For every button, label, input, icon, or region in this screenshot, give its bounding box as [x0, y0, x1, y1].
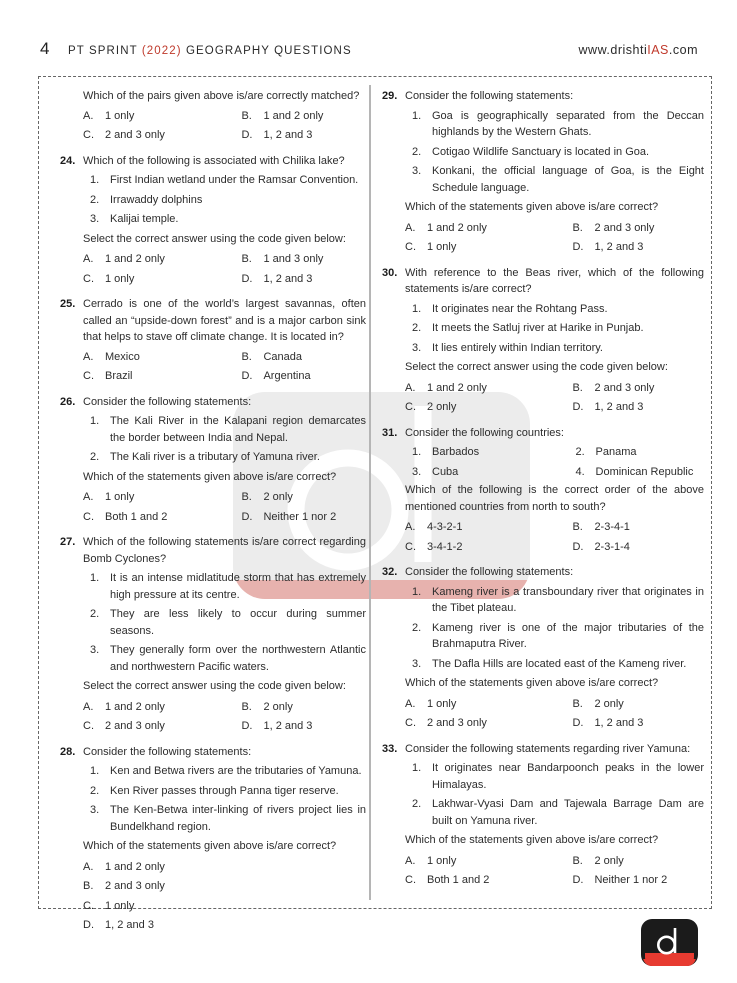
option-item [241, 127, 366, 144]
option-text: 2 only [594, 697, 624, 710]
option-text: 2 and 3 only [105, 129, 165, 141]
option-text: Canada [263, 350, 303, 363]
option-list [405, 220, 704, 256]
statement-item [412, 444, 576, 461]
option-list [83, 699, 366, 735]
statement-number: 1. [412, 762, 422, 774]
option-text: 2 and 3 only [427, 717, 487, 729]
option-item [572, 399, 704, 416]
statement-text: Kameng river is one of the major tributaries of the Brahmaputra River. [432, 621, 704, 650]
option-letter: C. [83, 899, 94, 912]
option-letter: A. [405, 521, 416, 533]
statement-list [405, 444, 704, 480]
question-body [83, 296, 366, 385]
question-body [83, 153, 366, 288]
question-leadout: Which of the statements given above is/are correct? [83, 840, 337, 852]
option-text: 2-3-4-1 [594, 521, 630, 533]
statement-text: It lies entirely within Indian territory. [432, 341, 603, 354]
statement-number: 1. [90, 415, 100, 427]
option-letter: C. [83, 370, 94, 382]
option-item [241, 108, 366, 125]
statement-item [576, 464, 704, 481]
option-text: 1 only [105, 109, 135, 122]
question-stem: Consider the following countries: [405, 426, 564, 439]
statement-text: Cuba [432, 465, 459, 478]
question-body [83, 88, 366, 144]
question-leadout: Which of the statements given above is/are correct? [405, 677, 659, 689]
statement-text: Irrawaddy dolphins [110, 193, 203, 206]
column-divider [369, 85, 371, 900]
option-letter: B. [241, 253, 252, 265]
statement-item [405, 656, 704, 673]
statement-number: 1. [412, 109, 422, 122]
option-letter: C. [405, 401, 416, 413]
drishti-logo-icon [641, 919, 698, 966]
option-letter: B. [572, 521, 583, 533]
statement-list [405, 760, 704, 829]
page-header [0, 0, 737, 70]
option-item [83, 509, 241, 526]
statement-item [576, 444, 704, 461]
statement-text: The Dafla Hills are located east of the Kameng river. [432, 657, 687, 670]
question-stem: Which of the pairs given above is/are correctly matched? [83, 90, 360, 102]
question-block [60, 153, 366, 288]
question-leadout: Which of the statements given above is/are correct? [405, 201, 659, 213]
statement-text: Konkani, the official language of Goa, is the Eight Schedule language. [432, 165, 704, 194]
statement-item [83, 606, 366, 639]
url-prefix: www.drishti [578, 43, 648, 57]
statement-text: Barbados [432, 446, 480, 458]
option-text: 3-4-1-2 [427, 540, 463, 553]
option-text: 1 only [427, 697, 457, 710]
question-stem: Which of the following statements is/are correct regarding Bomb Cyclones? [83, 536, 366, 565]
statement-item [405, 620, 704, 653]
option-letter: A. [405, 221, 416, 234]
option-letter: A. [83, 109, 94, 122]
question-number: 28. [60, 745, 76, 758]
statement-item [405, 108, 704, 141]
option-letter: A. [83, 700, 94, 713]
statement-text: They generally form over the northwestern Atlantic and northwestern Pacific waters. [110, 644, 366, 673]
option-letter: D. [241, 510, 253, 523]
statement-item [83, 449, 366, 466]
option-text: 4-3-2-1 [427, 521, 463, 533]
option-item [572, 853, 704, 870]
option-item [241, 271, 366, 288]
statement-item [405, 760, 704, 793]
statement-text: Lakhwar-Vyasi Dam and Tajewala Barrage Dam are built on Yamuna river. [432, 798, 704, 827]
statement-number: 1. [90, 572, 100, 584]
option-letter: B. [572, 381, 583, 394]
option-item [241, 509, 366, 526]
option-text: Mexico [105, 350, 140, 363]
option-item [83, 878, 366, 895]
statement-text: The Ken-Betwa inter-linking of rivers project lies in Bundelkhand region. [110, 804, 366, 833]
statement-text: They are less likely to occur during summer seasons. [110, 608, 366, 637]
statement-number: 3. [90, 213, 100, 225]
statement-item [83, 802, 366, 835]
option-item [405, 539, 572, 556]
statement-list [405, 584, 704, 673]
statement-number: 2. [575, 446, 585, 458]
document-title [68, 45, 352, 57]
question-number: 27. [60, 536, 76, 548]
statement-number: 3. [412, 341, 422, 354]
option-letter: A. [405, 697, 416, 710]
option-letter: D. [572, 401, 584, 413]
statement-text: First Indian wetland under the Ramsar Convention. [110, 174, 359, 186]
statement-number: 2. [90, 784, 100, 797]
statement-number: 1. [412, 585, 422, 598]
right-column [382, 88, 704, 898]
question-body [83, 744, 366, 937]
option-text: 1 and 2 only [105, 253, 165, 265]
option-item [572, 696, 704, 713]
option-item [405, 399, 572, 416]
option-item [83, 859, 366, 876]
option-text: Argentina [263, 370, 311, 382]
question-stem: Consider the following statements: [83, 395, 252, 408]
statement-list [83, 172, 366, 228]
option-text: 1, 2 and 3 [263, 720, 313, 732]
option-letter: C. [405, 540, 416, 553]
statement-item [83, 783, 366, 800]
statement-number: 1. [90, 765, 100, 777]
statement-text: Kalijai temple. [110, 213, 179, 225]
option-item [241, 699, 366, 716]
option-letter: C. [405, 874, 416, 886]
question-body [405, 425, 704, 556]
statement-text: It originates near the Rohtang Pass. [432, 302, 608, 315]
question-leadout: Which of the following is the correct order of the above mentioned countries from north to south? [405, 484, 704, 513]
option-letter: C. [83, 129, 94, 141]
option-letter: D. [83, 919, 94, 931]
statement-list [405, 108, 704, 197]
option-text: 2 only [594, 854, 624, 867]
option-item [83, 271, 241, 288]
question-block [382, 425, 704, 556]
question-block [60, 88, 366, 144]
statement-number: 2. [90, 451, 100, 463]
option-letter: D. [572, 717, 584, 729]
option-item [405, 239, 572, 256]
option-letter: B. [241, 109, 252, 122]
option-text: 1, 2 and 3 [105, 919, 154, 931]
statement-item [83, 413, 366, 446]
option-text: 1 only [105, 272, 135, 285]
option-letter: D. [241, 720, 253, 732]
option-item [572, 220, 704, 237]
statement-number: 2. [412, 798, 422, 810]
option-item [83, 349, 241, 366]
statement-text: Panama [595, 446, 637, 458]
option-text: 1, 2 and 3 [594, 241, 644, 253]
option-text: 1 only [105, 899, 135, 912]
option-list [83, 251, 366, 287]
option-text: 2 and 3 only [594, 221, 655, 234]
option-list [405, 380, 704, 416]
question-block [382, 88, 704, 256]
option-letter: A. [83, 491, 94, 503]
option-letter: C. [83, 510, 94, 523]
question-number: 33. [382, 742, 398, 755]
option-letter: A. [83, 860, 94, 873]
option-text: Both 1 and 2 [427, 874, 490, 886]
question-block [60, 394, 366, 526]
option-letter: D. [241, 129, 253, 141]
statement-number: 3. [90, 644, 100, 656]
option-text: 1 and 3 only [263, 253, 324, 265]
statement-item [405, 163, 704, 196]
question-leadout: Select the correct answer using the code given below: [83, 232, 346, 245]
option-letter: B. [241, 491, 252, 503]
question-stem: With reference to the Beas river, which of the following statements is/are correct? [405, 266, 704, 295]
option-text: 1 and 2 only [105, 860, 165, 873]
option-text: 1, 2 and 3 [263, 129, 313, 141]
option-text: Neither 1 nor 2 [594, 874, 668, 886]
option-item [241, 251, 366, 268]
statement-number: 1. [412, 302, 422, 315]
question-stem: Which of the following is associated with Chilika lake? [83, 154, 345, 167]
url-suffix: .com [668, 43, 698, 57]
page-number: 4 [40, 39, 50, 58]
question-leadout: Which of the statements given above is/are correct? [405, 834, 659, 846]
statement-text: Dominican Republic [595, 465, 694, 478]
option-text: 2 only [263, 700, 293, 713]
statement-text: It originates near Bandarpoonch peaks in the lower Himalayas. [432, 762, 704, 791]
option-letter: D. [572, 540, 584, 553]
option-item [405, 519, 572, 536]
option-item [83, 368, 241, 385]
option-letter: D. [572, 241, 584, 253]
question-body [405, 88, 704, 256]
question-body [405, 564, 704, 732]
option-list [405, 696, 704, 732]
question-number: 32. [382, 566, 398, 578]
option-item [241, 718, 366, 735]
statement-number: 1. [90, 174, 100, 186]
question-block [382, 265, 704, 416]
statement-list [83, 413, 366, 466]
option-item [405, 220, 572, 237]
option-item [572, 380, 704, 397]
statement-text: Ken River passes through Panna tiger reserve. [110, 784, 339, 797]
question-body [405, 265, 704, 416]
option-text: Neither 1 nor 2 [263, 510, 337, 523]
option-text: 2 and 3 only [105, 720, 165, 732]
title-year: (2022) [141, 45, 182, 57]
option-item [405, 696, 572, 713]
statement-item [405, 796, 704, 829]
statement-item [412, 464, 576, 481]
question-block [382, 564, 704, 732]
option-item [83, 127, 241, 144]
question-stem: Cerrado is one of the world’s largest savannas, often called an “upside-down forest” and is a major carbon sink that helps to stave off climate change. It is located in? [83, 298, 366, 343]
left-column [60, 88, 366, 946]
option-item [572, 239, 704, 256]
option-text: 1, 2 and 3 [594, 717, 644, 729]
option-list [83, 349, 366, 385]
website-url [579, 43, 698, 57]
question-block [60, 534, 366, 735]
statement-text: It meets the Satluj river at Harike in Punjab. [432, 322, 644, 334]
statement-item [83, 570, 366, 603]
question-number: 30. [382, 266, 398, 279]
question-body [405, 741, 704, 889]
option-letter: C. [405, 717, 416, 729]
statement-list [83, 763, 366, 835]
statement-number: 2. [412, 145, 422, 158]
statement-item [405, 320, 704, 337]
question-stem: Consider the following statements: [405, 566, 574, 578]
option-item [572, 872, 704, 889]
statement-number: 2. [90, 608, 100, 620]
title-suffix: GEOGRAPHY QUESTIONS [181, 45, 352, 57]
option-letter: A. [405, 854, 416, 867]
question-number: 31. [382, 426, 398, 439]
option-text: 1 and 2 only [263, 109, 324, 122]
statement-number: 3. [412, 657, 422, 670]
statement-text: The Kali river is a tributary of Yamuna river. [110, 451, 320, 463]
option-item [405, 380, 572, 397]
option-letter: C. [405, 241, 416, 253]
statement-item [405, 584, 704, 617]
option-text: Brazil [105, 370, 133, 382]
option-item [83, 699, 241, 716]
option-letter: B. [241, 350, 252, 363]
option-letter: B. [572, 854, 583, 867]
option-list [405, 853, 704, 889]
question-number: 26. [60, 395, 76, 408]
option-letter: B. [572, 697, 583, 710]
question-number [60, 88, 83, 144]
question-leadout: Select the correct answer using the code given below: [405, 361, 668, 373]
option-text: Both 1 and 2 [105, 510, 168, 523]
option-item [572, 715, 704, 732]
question-leadout: Select the correct answer using the code given below: [83, 680, 346, 692]
question-leadout: Which of the statements given above is/are correct? [83, 470, 337, 483]
statement-number: 3. [412, 465, 422, 478]
question-block [382, 741, 704, 889]
option-item [405, 872, 572, 889]
statement-item [83, 192, 366, 209]
option-text: 1 only [105, 491, 135, 503]
option-item [405, 715, 572, 732]
question-body [83, 394, 366, 526]
option-letter: C. [83, 272, 94, 285]
question-body [83, 534, 366, 735]
option-item [241, 489, 366, 506]
option-list [405, 519, 704, 555]
option-letter: B. [241, 700, 252, 713]
statement-number: 2. [412, 322, 422, 334]
statement-number: 3. [412, 165, 422, 177]
statement-item [83, 763, 366, 780]
statement-text: Cotigao Wildlife Sanctuary is located in Goa. [432, 145, 650, 158]
option-letter: A. [83, 350, 94, 363]
option-item [83, 917, 366, 934]
option-letter: D. [572, 874, 584, 886]
option-letter: A. [405, 381, 416, 394]
question-stem: Consider the following statements: [405, 90, 574, 102]
statement-item [83, 211, 366, 228]
option-text: 2 only [427, 401, 457, 413]
option-item [83, 718, 241, 735]
option-letter: D. [241, 370, 253, 382]
question-block [60, 296, 366, 385]
statement-text: Ken and Betwa rivers are the tributaries of Yamuna. [110, 765, 362, 777]
statement-item [405, 301, 704, 318]
option-item [572, 519, 704, 536]
statement-number: 1. [412, 446, 422, 458]
statement-number: 2. [412, 621, 422, 634]
question-stem: Consider the following statements: [83, 745, 252, 758]
question-number: 25. [60, 298, 76, 310]
statement-text: The Kali River in the Kalapani region demarcates the border between India and Nepal. [110, 415, 366, 444]
statement-list [83, 570, 366, 675]
statement-item [83, 642, 366, 675]
option-letter: B. [83, 880, 94, 892]
option-text: 1, 2 and 3 [594, 401, 644, 413]
title-prefix: PT SPRINT [68, 45, 142, 57]
question-number: 29. [382, 90, 398, 102]
statement-list [405, 301, 704, 357]
questions-frame [38, 76, 712, 931]
option-text: 1 and 2 only [427, 221, 487, 234]
question-number: 24. [60, 154, 76, 167]
option-item [83, 108, 241, 125]
statement-item [405, 144, 704, 161]
statement-text: Goa is geographically separated from the Deccan highlands by the Western Ghats. [432, 109, 704, 138]
option-item [241, 368, 366, 385]
url-accent: IAS [647, 43, 669, 57]
question-block [60, 744, 366, 937]
option-item [572, 539, 704, 556]
option-text: 1 and 2 only [105, 700, 165, 713]
statement-number: 2. [90, 193, 100, 206]
option-text: 1, 2 and 3 [263, 272, 313, 285]
option-list [83, 859, 366, 934]
option-text: 2 and 3 only [105, 880, 165, 892]
option-item [83, 251, 241, 268]
option-letter: D. [241, 272, 253, 285]
option-item [241, 349, 366, 366]
option-item [83, 489, 241, 506]
option-item [83, 898, 366, 915]
option-text: 2 and 3 only [594, 381, 655, 394]
option-text: 1 only [427, 854, 457, 867]
option-item [405, 853, 572, 870]
option-text: 1 and 2 only [427, 381, 487, 394]
statement-item [405, 340, 704, 357]
statement-number: 3. [90, 804, 100, 816]
option-list [83, 489, 366, 525]
statement-text: Kameng river is a transboundary river that originates in the Tibet plateau. [432, 585, 704, 614]
statement-item [83, 172, 366, 189]
option-list [83, 108, 366, 144]
option-text: 1 only [427, 241, 457, 253]
option-letter: C. [83, 720, 94, 732]
option-letter: A. [83, 253, 94, 265]
option-text: 2 only [263, 491, 293, 503]
statement-number: 4. [575, 465, 585, 478]
statement-text: It is an intense midlatitude storm that has extremely high pressure at its centre. [110, 572, 366, 601]
question-stem: Consider the following statements regarding river Yamuna: [405, 742, 691, 755]
option-letter: B. [572, 221, 583, 234]
drishti-logo [641, 919, 698, 966]
option-text: 2-3-1-4 [594, 540, 630, 553]
